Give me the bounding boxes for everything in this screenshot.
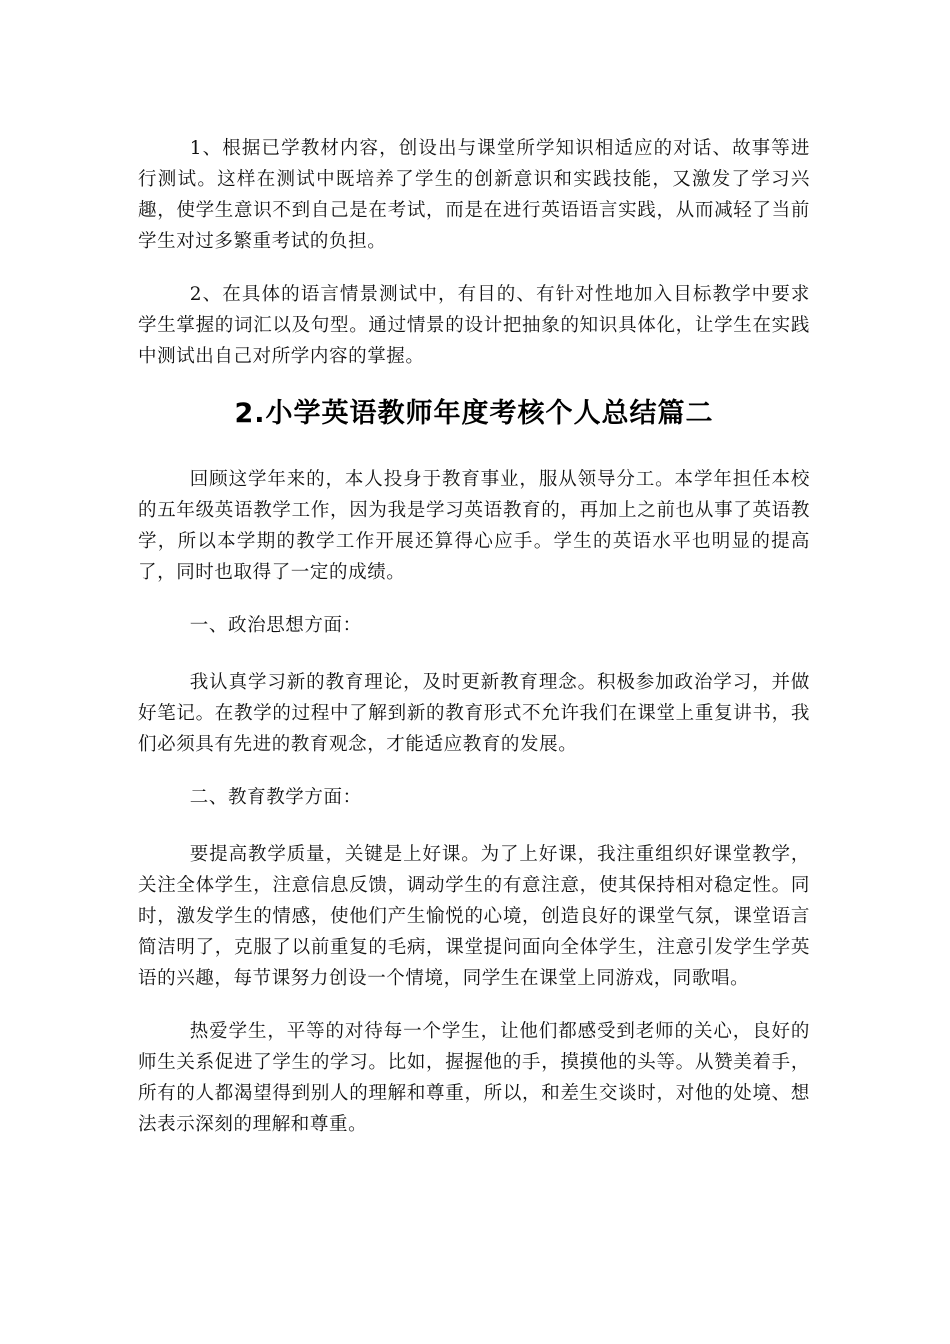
paragraph-teaching-quality: 要提高教学质量，关键是上好课。为了上好课，我注重组织好课堂教学，关注全体学生，注意信息反馈，调动学生的有意注意，使其保持相对稳定性。同时，激发学生的情感，使他们产生愉悦的心境，创造良好的课堂气氛，课堂语言简洁明了，克服了以前重复的毛病，课堂提问面向全体学生，注意引发学生学英语的兴趣，每节课努力创设一个情境，同学生在课堂上同游戏，同歌唱。 <box>138 844 810 989</box>
paragraph-testing-method-2: 2、在具体的语言情景测试中，有目的、有针对性地加入目标教学中要求学生掌握的词汇以及句型。通过情景的设计把抽象的知识具体化，让学生在实践中测试出自己对所学内容的掌握。 <box>138 284 810 367</box>
section-heading: 2.小学英语教师年度考核个人总结篇二 <box>234 398 714 429</box>
paragraph-love-students: 热爱学生，平等的对待每一个学生，让他们都感受到老师的关心，良好的师生关系促进了学生的学习。比如，握握他的手，摸摸他的头等。从赞美着手，所有的人都渴望得到别人的理解和尊重，所以，和差生交谈时，对他的处境、想法表示深刻的理解和尊重。 <box>138 1021 810 1135</box>
document-body <box>138 133 810 1162</box>
paragraph-political-thought: 我认真学习新的教育理论，及时更新教育理念。积极参加政治学习，并做好笔记。在教学的过程中了解到新的教育形式不允许我们在课堂上重复讲书，我们必须具有先进的教育观念，才能适应教育的发展。 <box>138 672 810 755</box>
paragraph-testing-method-1: 1、根据已学教材内容，创设出与课堂所学知识相适应的对话、故事等进行测试。这样在测试中既培养了学生的创新意识和实践技能，又激发了学习兴趣，使学生意识不到自己是在考试，而是在进行英语语言实践，从而减轻了当前学生对过多繁重考试的负担。 <box>138 138 810 252</box>
subheading-political-thought: 一、政治思想方面： <box>189 615 362 636</box>
subheading-teaching: 二、教育教学方面： <box>189 787 362 808</box>
paragraph-intro: 回顾这学年来的，本人投身于教育事业，服从领导分工。本学年担任本校的五年级英语教学工作，因为我是学习英语教育的，再加上之前也从事了英语教学，所以本学期的教学工作开展还算得心应手。学生的英语水平也明显的提高了，同时也取得了一定的成绩。 <box>138 469 810 583</box>
